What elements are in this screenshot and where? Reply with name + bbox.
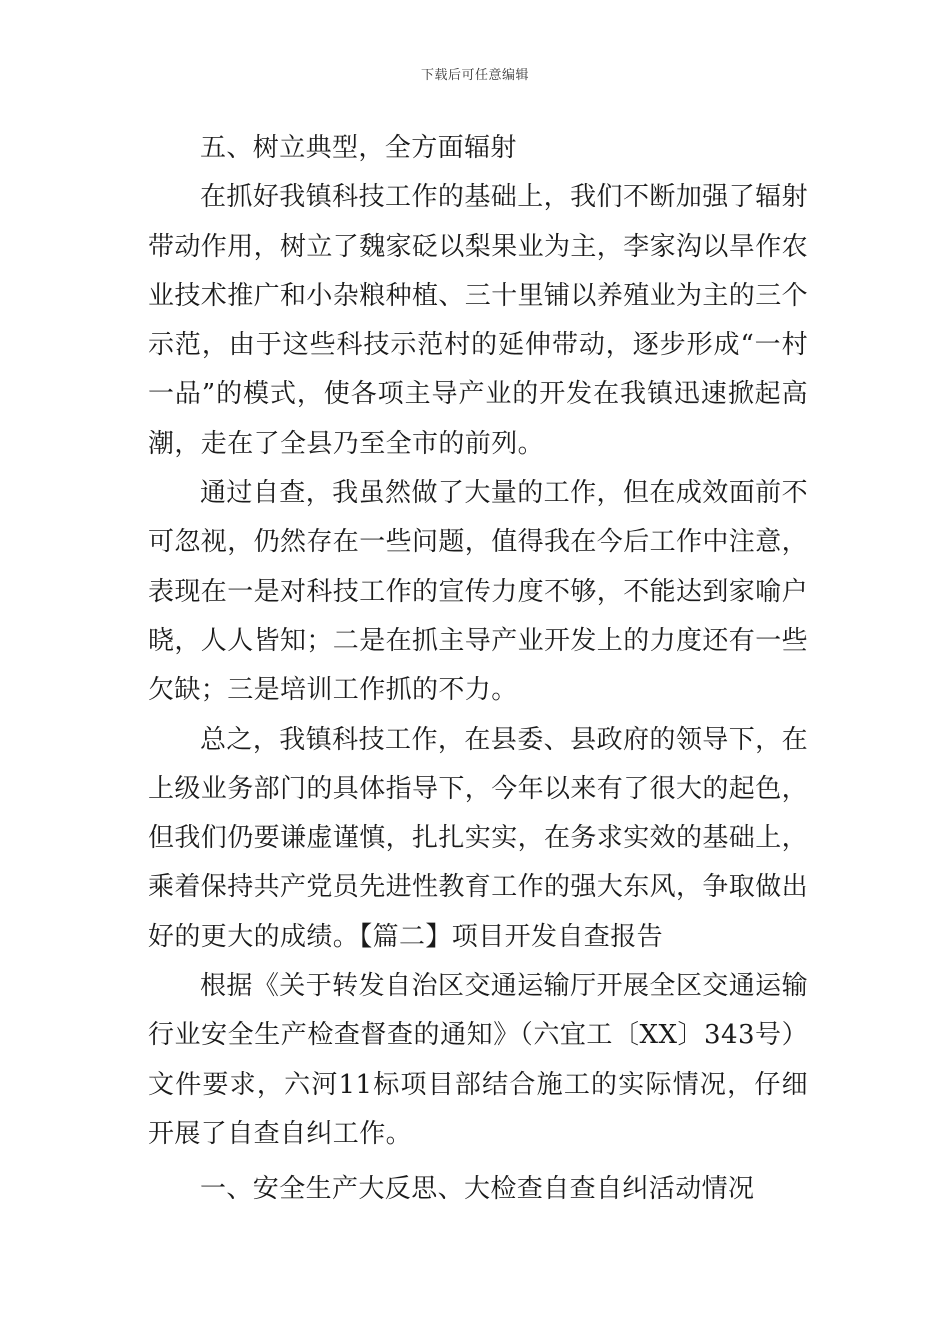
paragraph-summary: 总之，我镇科技工作，在县委、县政府的领导下，在上级业务部门的具体指导下，今年以来有了很大的起色，但我们仍要谦虚谨慎，扎扎实实，在务求实效的基础上，乘着保持共产党员先进性教育工作的强大东风，争取做出好的更大的成绩。【篇二】项目开发自查报告	[148, 724, 809, 952]
paragraph-radiation: 在抓好我镇科技工作的基础上，我们不断加强了辐射带动作用，树立了魏家砭以梨果业为主，李家沟以旱作农业技术推广和小杂粮种植、三十里铺以养殖业为主的三个示范，由于这些科技示范村的延伸带动，逐步形成“一村一品”的模式，使各项主导产业的开发在我镇迅速掀起高潮，走在了全县乃至全市的前列。	[148, 182, 809, 459]
section-heading-five: 五、树立典型，全方面辐射	[200, 133, 517, 163]
paragraph-self-check: 通过自查，我虽然做了大量的工作，但在成效面前不可忽视，仍然存在一些问题，值得我在今后工作中注意，表现在一是对科技工作的宣传力度不够，不能达到家喻户晓，人人皆知；二是在抓主导产业开发上的力度还有一些欠缺；三是培训工作抓的不力。	[148, 478, 809, 706]
section-heading-one: 一、安全生产大反思、大检查自查自纠活动情况	[200, 1174, 755, 1205]
paragraph-notice: 根据《关于转发自治区交通运输厅开展全区交通运输行业安全生产检查督查的通知》（六宜工〔XX〕343号）文件要求，六河11标项目部结合施工的实际情况，仔细开展了自查自纠工作。	[148, 971, 808, 1149]
page-header-note: 下载后可任意编辑	[420, 68, 529, 83]
document-body	[148, 124, 808, 1215]
